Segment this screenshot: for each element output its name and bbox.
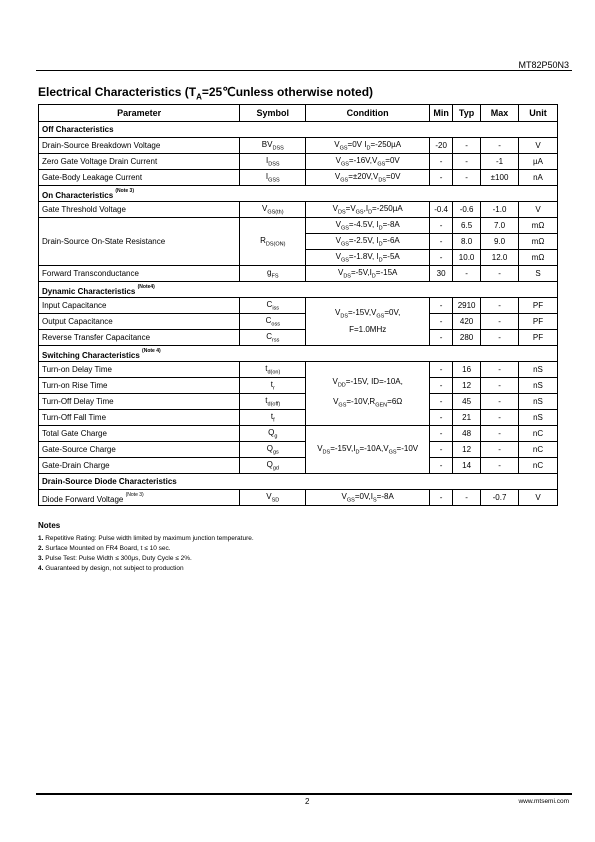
section-on: On Characteristics $^{(Note 3)}$ xyxy=(39,186,558,202)
section-switching: Switching Characteristics $^{(Note 4)}$ xyxy=(39,346,558,362)
col-symbol: Symbol xyxy=(240,105,306,122)
table-row: Diode Forward Voltage $^{(Note 3)}$ $V_{SD}$ $V_{GS}=0V,I_S=-8A$ - - -0.7 V xyxy=(39,490,558,506)
table-row: Gate-Source Charge $Q_{gs}$ - 12 - nC xyxy=(39,442,558,458)
section-diode: Drain-Source Diode Characteristics xyxy=(39,474,558,490)
page-title: Electrical Characteristics ($T_A=25℃unless$ otherwise noted) xyxy=(38,85,374,102)
notes-heading: Notes xyxy=(38,521,61,530)
part-number: MT82P50N3 xyxy=(518,60,569,70)
table-row: Gate Threshold Voltage $V_{GS(th)}$ $V_{DS}=V_{GS},I_D=-250\mu A$ -0.4 -0.6 -1.0 V xyxy=(39,202,558,218)
table-row: Forward Transconductance $g_{FS}$ $V_{DS}=-5V,I_D=-15A$ 30 - - S xyxy=(39,266,558,282)
table-row: Turn-on Rise Time $t_r$ - 12 - nS xyxy=(39,378,558,394)
note-item: 3. Pulse Test: Pulse Width ≤ 300μs, Duty Cycle ≤ 2%. xyxy=(38,555,192,562)
table-row: Drain-Source On-State Resistance $R_{DS(ON)}$ $V_{GS}=-4.5V$, $I_D=-8A$ - 6.5 7.0 mΩ xyxy=(39,218,558,234)
col-typ: Typ xyxy=(453,105,481,122)
col-max: Max xyxy=(481,105,519,122)
table-header-row xyxy=(39,105,558,122)
header-rule xyxy=(36,70,572,71)
table-row: Turn-on Delay Time $t_{d(on)}$ $V_{DD}=-15V$, ID=-10A, $V_{GS}=-10V,R_{GEN}=6\Omega$ - 16 - nS xyxy=(39,362,558,378)
col-unit: Unit xyxy=(519,105,558,122)
col-parameter: Parameter xyxy=(39,105,240,122)
page-number: 2 xyxy=(305,797,310,806)
note-item: 2. Surface Mounted on FR4 Board, t ≤ 10 sec. xyxy=(38,545,171,552)
table-row: $V_{GS}=-2.5V$, $I_D=-6A$ - 8.0 9.0 mΩ xyxy=(39,234,558,250)
section-off: Off Characteristics xyxy=(39,122,558,138)
notes-section xyxy=(38,521,254,574)
table-row: Turn-Off Fall Time $t_f$ - 21 - nS xyxy=(39,410,558,426)
table-row: Drain-Source Breakdown Voltage $BV_{DSS}$ $V_{GS}=0V$ $I_D=-250\mu A$ -20 - - V xyxy=(39,138,558,154)
table-row: Total Gate Charge $Q_g$ $V_{DS}=-15V,I_D=-10A,V_{GS}=-10V$ - 48 - nC xyxy=(39,426,558,442)
col-min: Min xyxy=(430,105,453,122)
table-row: Reverse Transfer Capacitance $C_{rss}$ - 280 - PF xyxy=(39,330,558,346)
footer-rule xyxy=(36,793,572,795)
note-item: 1. Repetitive Rating: Pulse width limited by maximum junction temperature. xyxy=(38,535,254,542)
website-link[interactable]: www.mtsemi.com xyxy=(518,798,569,805)
section-dynamic: Dynamic Characteristics $^{(Note4)}$ xyxy=(39,282,558,298)
table-row: $V_{GS}=-1.8V$, $I_D=-5A$ - 10.0 12.0 mΩ xyxy=(39,250,558,266)
table-row: Output Capacitance $C_{oss}$ - 420 - PF xyxy=(39,314,558,330)
note-item: 4. Guaranteed by design, not subject to production xyxy=(38,565,184,572)
table-row: Zero Gate Voltage Drain Current $I_{DSS}$ $V_{GS}=-16V,V_{GS}=0V$ - - -1 µA xyxy=(39,154,558,170)
table-row: Gate-Drain Charge $Q_{gd}$ - 14 - nC xyxy=(39,458,558,474)
table-row: Turn-Off Delay Time $t_{d(off)}$ - 45 - nS xyxy=(39,394,558,410)
electrical-characteristics-table xyxy=(38,104,558,506)
col-condition: Condition xyxy=(306,105,430,122)
table-row: Input Capacitance $C_{iss}$ $V_{DS}=-15V,V_{GS}=0V$, F=1.0MHz - 2910 - PF xyxy=(39,298,558,314)
table-row: Gate-Body Leakage Current $I_{GSS}$ $V_{GS}=\pm 20V,V_{DS}=0V$ - - ±100 nA xyxy=(39,170,558,186)
